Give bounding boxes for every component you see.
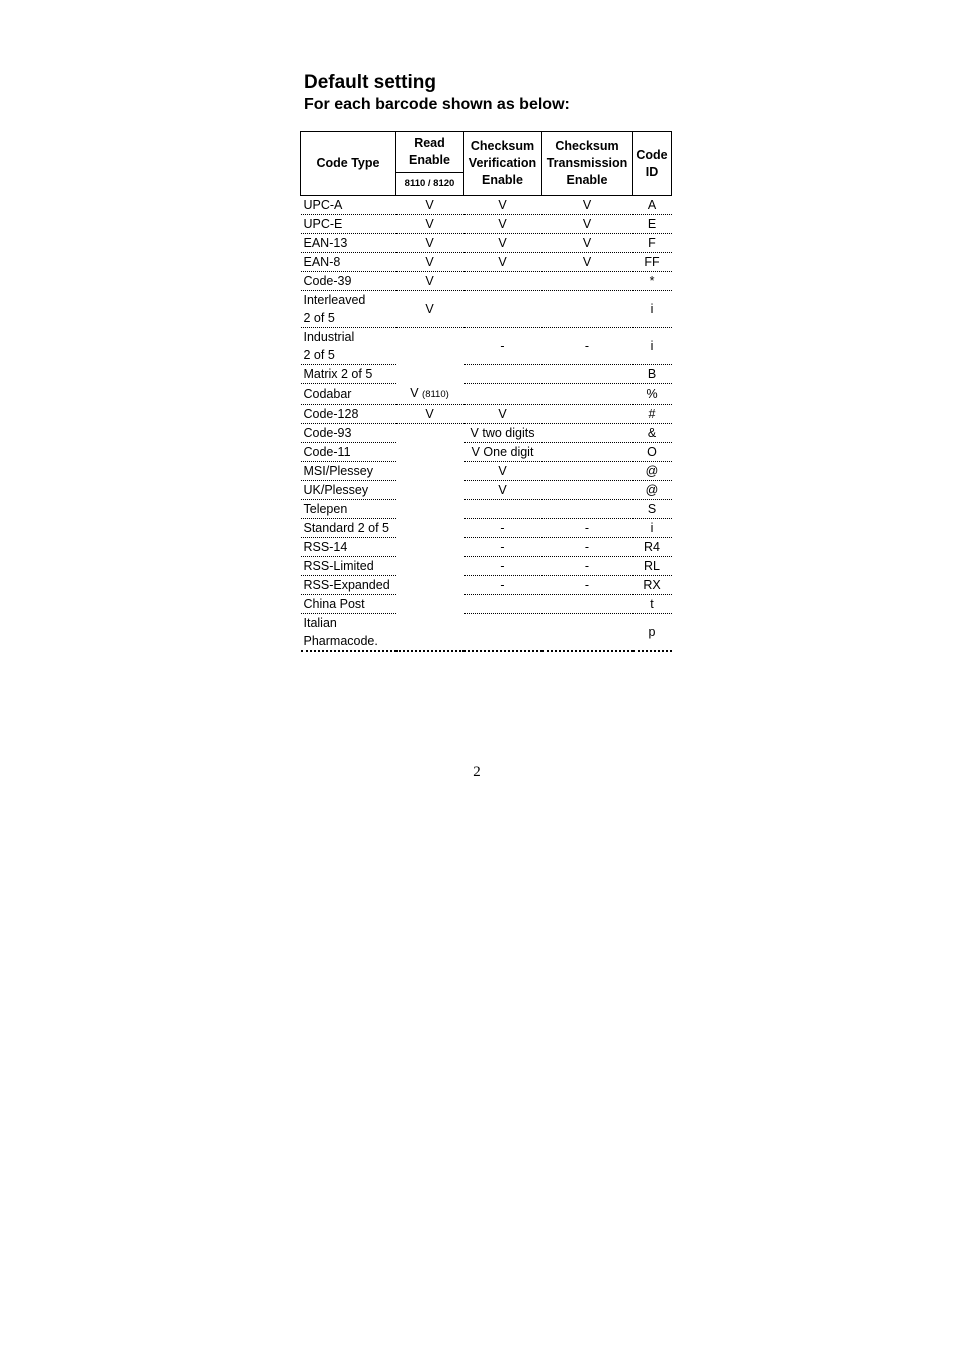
header-read-enable xyxy=(396,132,464,173)
cell-code-type: EAN-8 xyxy=(301,253,396,272)
cell-checksum-transmission xyxy=(542,384,633,405)
cell-read-enable xyxy=(396,234,464,253)
code-type-line: 2 of 5 xyxy=(303,311,335,325)
cell-checksum-verification: V One digit xyxy=(464,442,542,461)
cell-code-type: RSS-Expanded xyxy=(301,575,396,594)
cell-code-type: Telepen xyxy=(301,499,396,518)
cell-read-enable xyxy=(396,291,464,328)
cell-checksum-verification: V two digits xyxy=(464,423,542,442)
cell-code-type: UPC-E xyxy=(301,215,396,234)
table-row xyxy=(301,384,672,405)
table-row xyxy=(301,365,672,384)
code-type-line: Industrial xyxy=(303,330,355,344)
cell-checksum-transmission: - xyxy=(542,328,633,365)
cell-code-id: R4 xyxy=(633,537,672,556)
cell-read-enable xyxy=(396,518,464,537)
table-row xyxy=(301,404,672,423)
cell-read-enable xyxy=(396,404,464,423)
cell-code-id: O xyxy=(633,442,672,461)
header-line: Checksum xyxy=(470,139,535,153)
cell-code-type: UPC-A xyxy=(301,196,396,215)
table-row xyxy=(301,215,672,234)
header-read-models: 8110 / 8120 xyxy=(396,173,464,196)
table-row xyxy=(301,423,672,442)
cell-checksum-verification: - xyxy=(464,575,542,594)
cell-checksum-transmission: V xyxy=(542,253,633,272)
cell-code-id: t xyxy=(633,594,672,613)
cell-read-enable xyxy=(396,499,464,518)
cell-code-type: RSS-14 xyxy=(301,537,396,556)
cell-checksum-verification: V xyxy=(464,253,542,272)
read-value: V xyxy=(425,274,434,288)
header-line: Enable xyxy=(566,173,608,187)
cell-code-id: F xyxy=(633,234,672,253)
cell-code-id: % xyxy=(633,384,672,405)
cell-checksum-transmission xyxy=(542,272,633,291)
cell-code-id: @ xyxy=(633,461,672,480)
cell-code-type: China Post xyxy=(301,594,396,613)
read-note: (8110) xyxy=(422,388,449,400)
cell-checksum-verification: V xyxy=(464,234,542,253)
table-row xyxy=(301,499,672,518)
read-value: V xyxy=(425,302,434,316)
cell-read-enable xyxy=(396,272,464,291)
cell-checksum-verification xyxy=(464,384,542,405)
cell-code-type: UK/Plessey xyxy=(301,480,396,499)
cell-checksum-verification xyxy=(464,499,542,518)
cell-code-type: Code-39 xyxy=(301,272,396,291)
table-row xyxy=(301,291,672,328)
header-checksum-verification xyxy=(464,132,542,196)
cell-checksum-verification: V xyxy=(464,404,542,423)
header-line: Enable xyxy=(409,153,450,167)
cell-checksum-verification: V xyxy=(464,196,542,215)
table-row xyxy=(301,461,672,480)
header-code-type: Code Type xyxy=(301,132,396,196)
cell-code-id: i xyxy=(633,328,672,365)
cell-checksum-verification: V xyxy=(464,461,542,480)
table-row xyxy=(301,518,672,537)
cell-read-enable xyxy=(396,480,464,499)
table-row xyxy=(301,556,672,575)
cell-code-type: Codabar xyxy=(301,384,396,405)
cell-code-id: * xyxy=(633,272,672,291)
cell-code-type xyxy=(301,328,396,365)
cell-code-id: # xyxy=(633,404,672,423)
code-type-line: 2 of 5 xyxy=(303,348,335,362)
cell-code-id: E xyxy=(633,215,672,234)
cell-code-type: Code-93 xyxy=(301,423,396,442)
cell-code-id: B xyxy=(633,365,672,384)
cell-read-enable xyxy=(396,384,464,405)
cell-checksum-verification xyxy=(464,613,542,651)
cell-code-type: Code-128 xyxy=(301,404,396,423)
header-line: ID xyxy=(645,164,659,179)
cell-checksum-verification: - xyxy=(464,518,542,537)
barcode-defaults-table xyxy=(300,131,672,652)
cell-read-enable xyxy=(396,328,464,365)
code-type-line: Italian xyxy=(303,615,337,630)
table-row xyxy=(301,480,672,499)
cell-code-id: @ xyxy=(633,480,672,499)
read-value: V xyxy=(425,217,434,231)
cell-code-id: i xyxy=(633,291,672,328)
cell-read-enable xyxy=(396,594,464,613)
table-row xyxy=(301,272,672,291)
cell-checksum-transmission: - xyxy=(542,518,633,537)
table-row xyxy=(301,442,672,461)
cell-checksum-transmission xyxy=(542,404,633,423)
page-title: Default setting xyxy=(304,72,436,93)
cell-code-type xyxy=(301,613,396,651)
cell-checksum-verification: V xyxy=(464,480,542,499)
cell-read-enable xyxy=(396,575,464,594)
read-value: V xyxy=(425,255,434,269)
cell-checksum-verification: V xyxy=(464,215,542,234)
cell-checksum-transmission xyxy=(542,461,633,480)
cell-checksum-verification: - xyxy=(464,328,542,365)
cell-checksum-verification: - xyxy=(464,537,542,556)
cell-checksum-transmission xyxy=(542,442,633,461)
cell-code-type xyxy=(301,291,396,328)
cell-checksum-verification xyxy=(464,272,542,291)
page-number: 2 xyxy=(473,764,481,780)
read-value: V xyxy=(425,198,434,212)
cell-code-id: & xyxy=(633,423,672,442)
cell-read-enable xyxy=(396,461,464,480)
cell-read-enable xyxy=(396,365,464,384)
read-value: V xyxy=(410,385,419,400)
cell-read-enable xyxy=(396,613,464,651)
table-row xyxy=(301,613,672,651)
cell-checksum-verification xyxy=(464,291,542,328)
header-line: Verification xyxy=(468,156,537,170)
header-line: Enable xyxy=(482,173,523,187)
cell-read-enable xyxy=(396,442,464,461)
table-row xyxy=(301,594,672,613)
cell-checksum-transmission: V xyxy=(542,215,633,234)
cell-checksum-transmission xyxy=(542,594,633,613)
header-code-id xyxy=(633,132,672,196)
cell-code-type: RSS-Limited xyxy=(301,556,396,575)
cell-read-enable xyxy=(396,196,464,215)
table-row xyxy=(301,328,672,365)
cell-checksum-verification: - xyxy=(464,556,542,575)
cell-checksum-transmission: V xyxy=(542,234,633,253)
cell-checksum-transmission xyxy=(542,365,633,384)
cell-checksum-verification xyxy=(464,594,542,613)
cell-checksum-transmission xyxy=(542,480,633,499)
cell-checksum-transmission: - xyxy=(542,556,633,575)
cell-code-type: EAN-13 xyxy=(301,234,396,253)
table-row xyxy=(301,253,672,272)
table-row xyxy=(301,234,672,253)
cell-code-type: MSI/Plessey xyxy=(301,461,396,480)
header-line: Checksum xyxy=(555,139,619,153)
page-subtitle: For each barcode shown as below: xyxy=(304,96,570,113)
cell-code-type: Standard 2 of 5 xyxy=(301,518,396,537)
cell-code-type: Matrix 2 of 5 xyxy=(301,365,396,384)
cell-checksum-verification xyxy=(464,365,542,384)
cell-checksum-transmission xyxy=(542,423,633,442)
table-row xyxy=(301,575,672,594)
cell-code-id: A xyxy=(633,196,672,215)
code-type-line: Interleaved xyxy=(303,293,366,307)
cell-read-enable xyxy=(396,215,464,234)
header-checksum-transmission xyxy=(542,132,633,196)
read-value: V xyxy=(425,236,434,250)
cell-code-id: S xyxy=(633,499,672,518)
cell-code-id: p xyxy=(633,613,672,651)
cell-checksum-transmission: - xyxy=(542,537,633,556)
cell-checksum-transmission xyxy=(542,291,633,328)
cell-read-enable xyxy=(396,253,464,272)
cell-checksum-transmission: V xyxy=(542,196,633,215)
cell-read-enable xyxy=(396,423,464,442)
table-row xyxy=(301,537,672,556)
cell-code-type: Code-11 xyxy=(301,442,396,461)
cell-checksum-transmission xyxy=(542,499,633,518)
cell-read-enable xyxy=(396,537,464,556)
header-line: Transmission xyxy=(546,156,628,170)
cell-checksum-transmission xyxy=(542,613,633,651)
header-line: Code xyxy=(636,147,668,162)
table-row xyxy=(301,196,672,215)
cell-checksum-transmission: - xyxy=(542,575,633,594)
table-body xyxy=(301,196,672,651)
cell-code-id: i xyxy=(633,518,672,537)
cell-code-id: FF xyxy=(633,253,672,272)
cell-code-id: RL xyxy=(633,556,672,575)
code-type-line: Pharmacode. xyxy=(303,633,378,648)
read-value: V xyxy=(425,406,434,421)
cell-code-id: RX xyxy=(633,575,672,594)
header-line: Read xyxy=(414,136,445,150)
cell-read-enable xyxy=(396,556,464,575)
